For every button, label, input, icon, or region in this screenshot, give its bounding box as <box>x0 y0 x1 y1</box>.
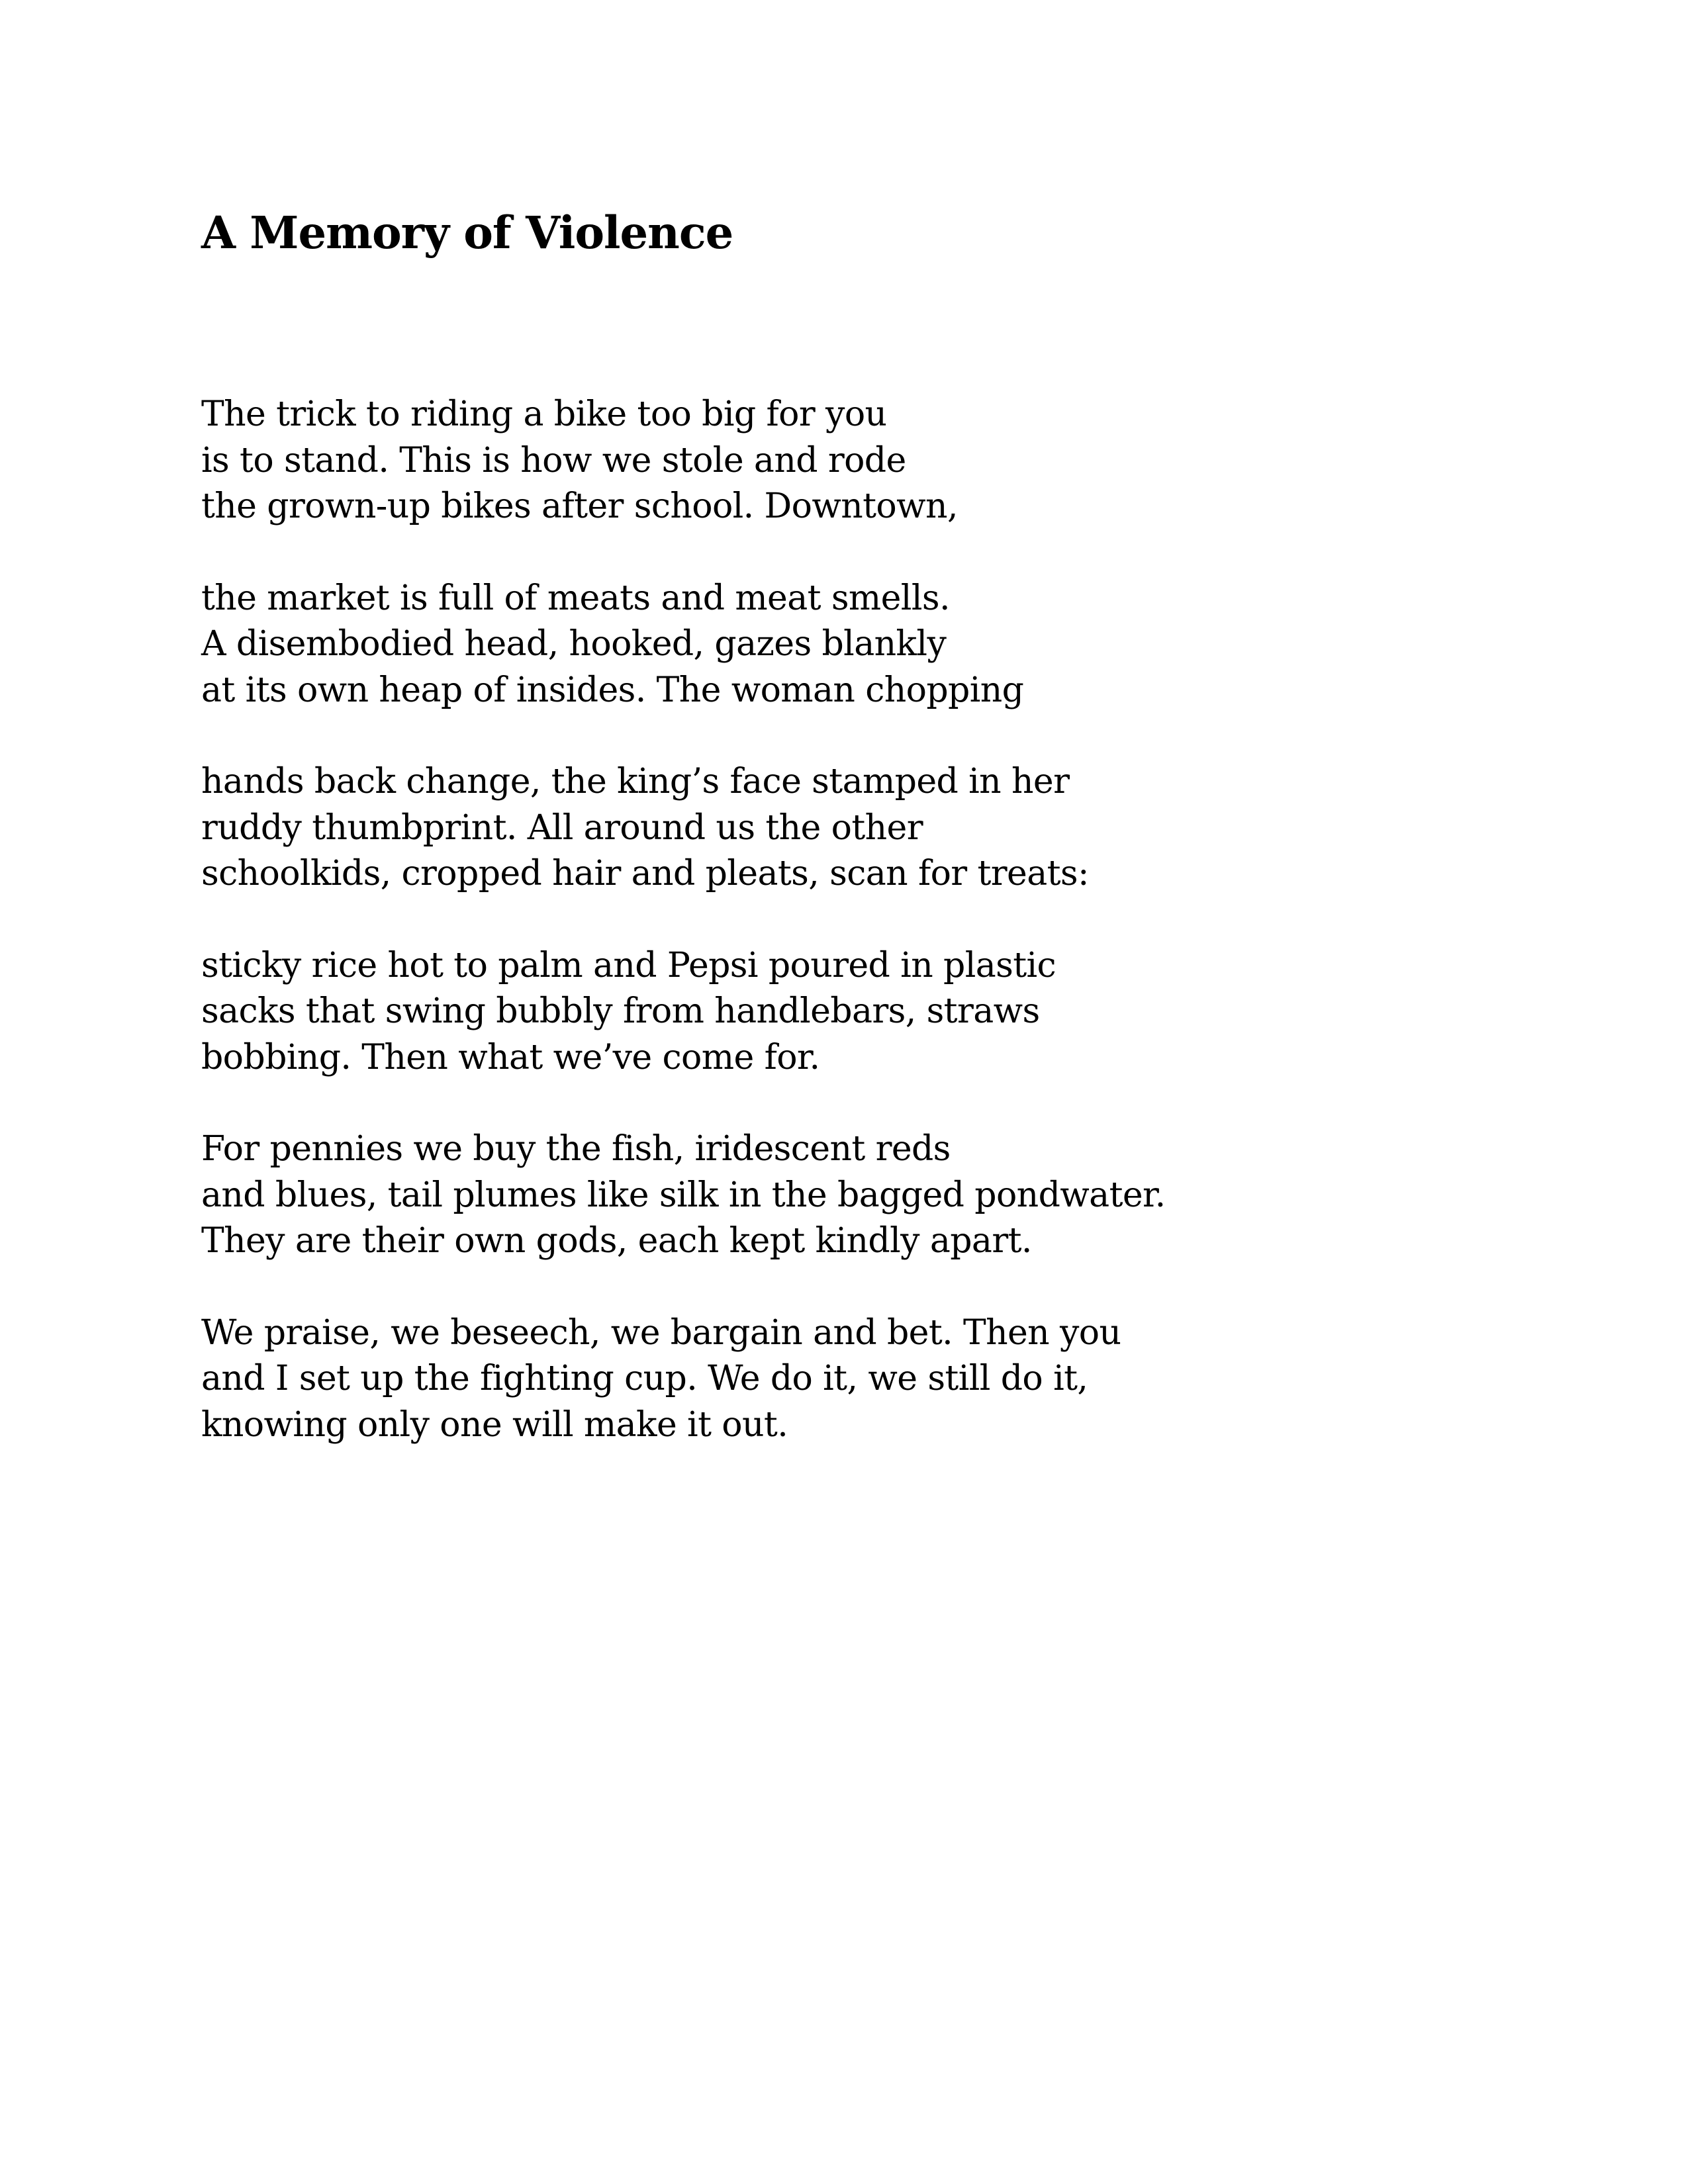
poem-line: and blues, tail plumes like silk in the bagged pondwater. <box>201 1175 1166 1215</box>
poem-line: schoolkids, cropped hair and pleats, scan for treats: <box>201 854 1089 893</box>
stanza-3 <box>201 759 1525 897</box>
stanza-4 <box>201 943 1525 1081</box>
poem-line: They are their own gods, each kept kindly apart. <box>201 1221 1032 1261</box>
poem-line: is to stand. This is how we stole and rode <box>201 440 906 480</box>
poem-body <box>201 392 1525 1494</box>
poem-line: We praise, we beseech, we bargain and bet. Then you <box>201 1312 1121 1353</box>
poem-line: the market is full of meats and meat smells. <box>201 578 950 618</box>
stanza-5 <box>201 1126 1525 1265</box>
poem-line: at its own heap of insides. The woman chopping <box>201 670 1024 710</box>
stanza-6 <box>201 1310 1525 1449</box>
poem-line: hands back change, the king’s face stamped in her <box>201 762 1070 801</box>
stanza-2 <box>201 576 1525 714</box>
poem-line: sticky rice hot to palm and Pepsi poured in plastic <box>201 945 1056 985</box>
poem-line: The trick to riding a bike too big for you <box>201 394 887 434</box>
stanza-1 <box>201 392 1525 530</box>
poem-line: knowing only one will make it out. <box>201 1404 788 1445</box>
poem-line: sacks that swing bubbly from handlebars, straws <box>201 991 1040 1031</box>
poem-line: A disembodied head, hooked, gazes blankly <box>201 624 947 664</box>
poem-line: and I set up the fighting cup. We do it, we still do it, <box>201 1359 1088 1398</box>
poem-line: ruddy thumbprint. All around us the other <box>201 807 923 848</box>
poem-line: the grown-up bikes after school. Downtown, <box>201 486 958 526</box>
poem-line: bobbing. Then what we’ve come for. <box>201 1037 820 1077</box>
poem-line: For pennies we buy the fish, iridescent reds <box>201 1129 951 1169</box>
poem-title: A Memory of Violence <box>201 206 733 259</box>
